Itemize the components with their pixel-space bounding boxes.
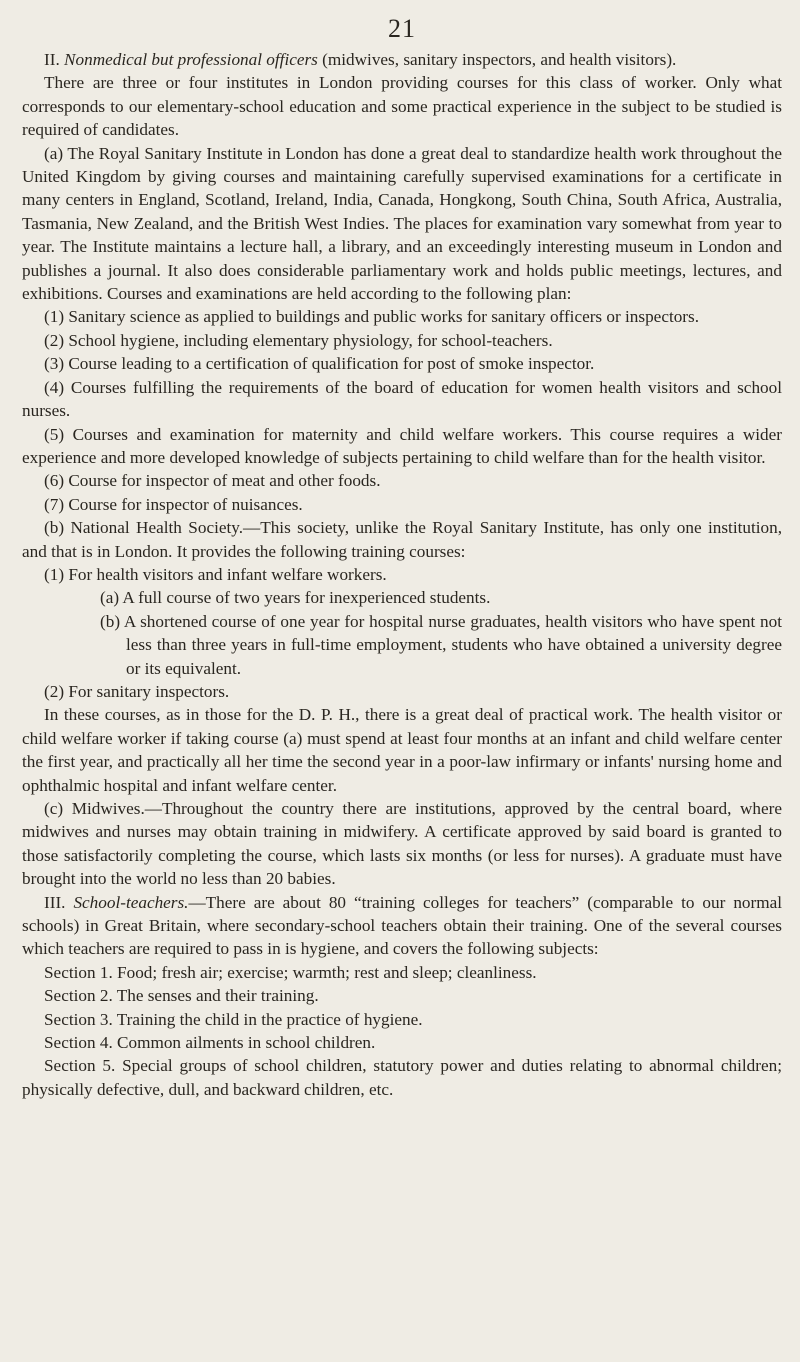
paragraph-lead: II. <box>44 50 65 69</box>
paragraph-text: Section 2. The senses and their training. <box>44 986 319 1006</box>
paragraph <box>22 797 782 891</box>
paragraph-text: Section 5. Special groups of school children, statutory power and duties relating to abnormal children; physically defective, dull, and backward children, etc. <box>22 1056 782 1099</box>
paragraph-text: (1) For health visitors and infant welfare workers. <box>44 564 387 584</box>
paragraph-text: (7) Course for inspector of nuisances. <box>44 494 303 514</box>
paragraph-text: —There are about 80 “training colleges for teachers” (comparable to our normal schools) in Great Britain, where secondary-school teachers obtain their training. One of the several courses which teachers are required to pass in is hygiene, and covers the following subjects: <box>22 892 783 959</box>
paragraph <box>22 376 782 423</box>
paragraph <box>22 305 782 328</box>
paragraph-heading: Nonmedical but professional officers <box>64 50 318 69</box>
paragraph-text: (4) Courses fulfilling the requirements of the board of education for women health visitors and school nurses. <box>22 377 782 421</box>
paragraph-heading: School-teachers. <box>73 892 189 912</box>
paragraph-text: There are three or four institutes in London providing courses for this class of worker. Only what corresponds to our elementary-school education and some practical experience in the subject to be studied is required of candidates. <box>22 73 782 140</box>
paragraph <box>22 586 782 609</box>
paragraph <box>22 142 782 306</box>
paragraph-text: (2) For sanitary inspectors. <box>44 681 230 701</box>
paragraph <box>22 1054 782 1101</box>
paragraph-text: Section 1. Food; fresh air; exercise; warmth; rest and sleep; cleanliness. <box>44 962 537 982</box>
paragraph <box>22 516 782 563</box>
paragraph-text: (a) The Royal Sanitary Institute in London has done a great deal to standardize health work throughout the United Kingdom by giving courses and maintaining carefully supervised examinations for a certificate in many centers in England, Scotland, Ireland, India, Canada, Hongkong, South China, South Africa, Australia, Tasmania, New Zealand, and the British West Indies. The places for examination vary somewhat from year to year. The Institute maintains a lecture hall, a library, and an exceedingly interesting museum in London and publishes a journal. It also does considerable parliamentary work and holds public meetings, lectures, and exhibitions. Courses and examinations are held according to the following plan: <box>22 143 782 304</box>
paragraph-text: Section 3. Training the child in the practice of hygiene. <box>44 1009 423 1029</box>
paragraph <box>22 1008 782 1031</box>
paragraph <box>22 329 782 352</box>
paragraph-text: (1) Sanitary science as applied to buildings and public works for sanitary officers or inspectors. <box>44 307 700 327</box>
paragraph <box>22 680 782 703</box>
paragraph-text: (3) Course leading to a certification of qualification for post of smoke inspector. <box>44 354 595 374</box>
paragraph-lead: III. <box>44 892 74 912</box>
paragraph <box>22 984 782 1007</box>
paragraph <box>22 610 782 680</box>
paragraph-text: (c) Midwives.—Throughout the country there are institutions, approved by the central board, where midwives and nurses may obtain training in midwifery. A certificate approved by said board is granted to those satisfactorily completing the course, which lasts six months (or less for nurses). A graduate must have brought into the world no less than 20 babies. <box>22 799 782 889</box>
body-text <box>22 48 782 1101</box>
paragraph <box>22 71 782 141</box>
paragraph-text: (b) National Health Society.—This society, unlike the Royal Sanitary Institute, has only one institution, and that is in London. It provides the following training courses: <box>22 518 782 561</box>
paragraph <box>22 891 782 961</box>
paragraph-text: (midwives, sanitary inspectors, and health visitors). <box>317 50 677 69</box>
paragraph-text: (5) Courses and examination for maternity and child welfare workers. This course requires a wider experience and more developed knowledge of subjects pertaining to child welfare than for the health visitor. <box>22 424 782 467</box>
paragraph-text: (a) A full course of two years for inexperienced students. <box>100 588 491 608</box>
paragraph <box>22 469 782 492</box>
paragraph <box>22 961 782 984</box>
paragraph <box>22 352 782 375</box>
paragraph <box>22 48 782 71</box>
paragraph <box>22 1031 782 1054</box>
paragraph <box>22 703 782 797</box>
paragraph <box>22 423 782 470</box>
paragraph <box>22 563 782 586</box>
page-number: 21 <box>388 14 416 43</box>
paragraph-text: (6) Course for inspector of meat and other foods. <box>44 471 381 491</box>
paragraph <box>22 493 782 516</box>
paragraph-text: (b) A shortened course of one year for hospital nurse graduates, health visitors who have spent not less than three years in full-time employment, students who have obtained a university degree or its equivalent. <box>100 611 782 678</box>
paragraph-text: Section 4. Common ailments in school children. <box>44 1033 376 1053</box>
paragraph-text: In these courses, as in those for the D. P. H., there is a great deal of practical work. The health visitor or child welfare worker if taking course (a) must spend at least four months at an infant and child welfare center the first year, and practically all her time the second year in a poor-law infirmary or infants' nursing home and ophthalmic hospital and infant welfare center. <box>22 705 782 795</box>
paragraph-text: (2) School hygiene, including elementary physiology, for school-teachers. <box>44 330 553 350</box>
